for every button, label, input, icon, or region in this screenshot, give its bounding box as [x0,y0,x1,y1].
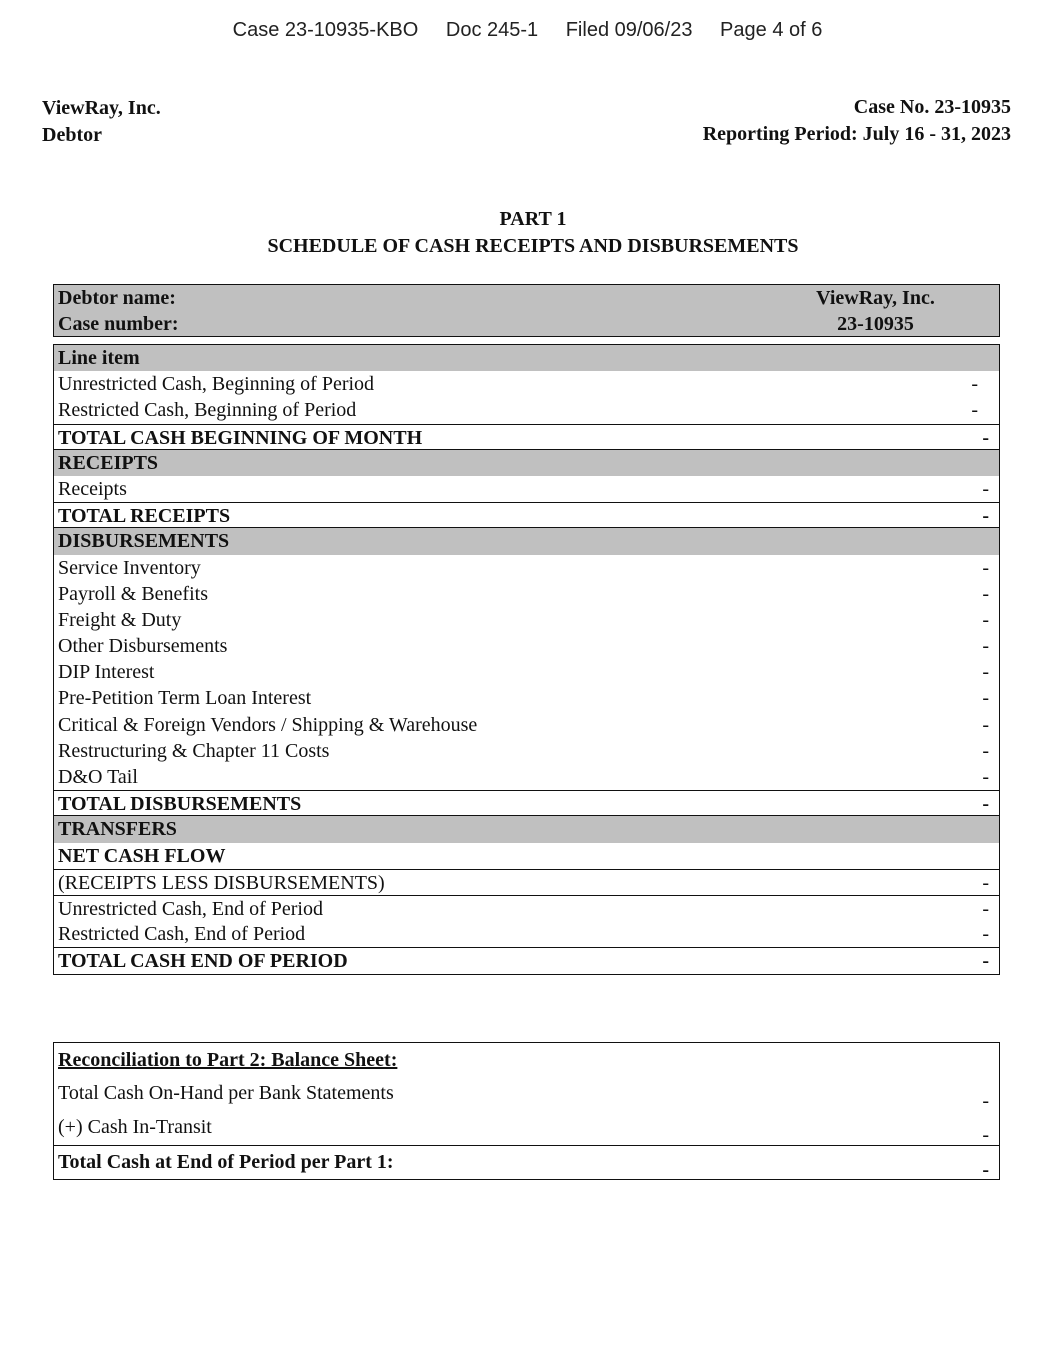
table-row [54,921,999,947]
row-value: - [982,635,989,658]
row-label: Freight & Duty [58,608,182,631]
section-label: NET CASH FLOW [58,844,226,867]
table-row [54,397,999,423]
line-item-header [54,345,999,371]
row-label: Critical & Foreign Vendors / Shipping & Warehouse [58,713,478,736]
debtor-name: ViewRay, Inc. [42,97,161,119]
reconciliation-title: Reconciliation to Part 2: Balance Sheet: [58,1049,398,1071]
part-label: PART 1 [499,208,567,230]
case-no: Case No. 23-10935 [853,96,1011,118]
row-value: - [982,505,989,528]
row-value: - [982,582,989,605]
reconciliation-header [54,1043,999,1077]
row-value: - [982,923,989,946]
row-value: - [982,793,989,816]
table-row [54,581,999,607]
table-row [54,476,999,502]
row-label: Unrestricted Cash, Beginning of Period [58,373,375,396]
debtor-block [42,95,161,149]
table-row [54,764,999,790]
row-label: Receipts [58,477,127,500]
case-number-label: Case number: [58,313,179,335]
page-number-stamp: Page 4 of 6 [720,19,823,41]
table-row [54,555,999,581]
row-value: - [982,1159,989,1181]
line-item-header-label: Line item [58,347,140,369]
row-label: (RECEIPTS LESS DISBURSEMENTS) [58,871,385,894]
row-value: - [982,1124,989,1146]
section-label: TRANSFERS [58,818,177,841]
row-value: - [982,608,989,631]
row-label: DIP Interest [58,661,155,684]
reporting-period: Reporting Period: July 16 - 31, 2023 [702,123,1011,145]
row-value: - [982,713,989,736]
row-value: - [982,661,989,684]
table-row [54,1077,999,1111]
schedule-table [53,344,1000,975]
total-disbursements-row [54,790,999,816]
row-value: - [982,739,989,762]
debtor-info-box [53,284,1000,337]
row-label: Restricted Cash, Beginning of Period [58,399,357,422]
table-row [54,738,999,764]
table-row [54,895,999,921]
case-number-row [58,311,998,337]
row-label: Service Inventory [58,556,201,579]
disbursements-header [54,528,999,554]
row-label: Other Disbursements [58,635,228,658]
debtor-label: Debtor [42,124,102,146]
schedule-title: SCHEDULE OF CASH RECEIPTS AND DISBURSEMENTS [267,235,799,257]
filed-date-stamp: Filed 09/06/23 [565,19,693,41]
row-label: Unrestricted Cash, End of Period [58,897,323,920]
reconciliation-total-row [54,1145,999,1179]
row-value: - [982,687,989,710]
table-row [54,1111,999,1145]
table-row [54,685,999,711]
row-label: Total Cash On-Hand per Bank Statements [58,1082,394,1104]
row-value: - [982,766,989,788]
row-label: (+) Cash In-Transit [58,1116,212,1138]
net-cash-flow-header [54,843,999,869]
row-label: TOTAL CASH END OF PERIOD [58,950,348,973]
row-value: - [982,871,989,894]
total-end-row [54,947,999,973]
receipts-header [54,450,999,476]
row-value: - [982,556,989,579]
row-label: Total Cash at End of Period per Part 1: [58,1151,394,1173]
row-value: - [982,950,989,973]
page-title [0,206,1055,260]
row-value: - [982,426,989,449]
transfers-header [54,816,999,842]
table-row [54,607,999,633]
table-row [54,869,999,895]
row-label: TOTAL CASH BEGINNING OF MONTH [58,426,423,449]
row-label: TOTAL RECEIPTS [58,505,231,528]
row-value: - [982,477,989,500]
total-receipts-row [54,502,999,528]
doc-number-stamp: Doc 245-1 [445,19,539,41]
section-label: RECEIPTS [58,451,159,474]
case-number-stamp: Case 23-10935-KBO [232,19,419,41]
case-block [703,94,1011,148]
row-label: Pre-Petition Term Loan Interest [58,687,312,710]
row-label: Restricted Cash, End of Period [58,923,306,946]
table-row [54,659,999,685]
row-label: D&O Tail [58,766,138,788]
case-number-value: 23-10935 [837,313,914,335]
row-value: - [982,1090,989,1112]
table-row [54,712,999,738]
row-label: TOTAL DISBURSEMENTS [58,793,302,816]
debtor-name-row [58,285,998,311]
table-row [54,633,999,659]
disbursements-list [54,555,999,791]
total-beginning-row [54,424,999,450]
row-label: Restructuring & Chapter 11 Costs [58,739,330,762]
table-row [54,371,999,397]
row-value: - [971,373,978,396]
section-label: DISBURSEMENTS [58,530,230,553]
court-filing-header [0,19,1055,42]
row-label: Payroll & Benefits [58,582,208,605]
debtor-name-label: Debtor name: [58,287,176,309]
reconciliation-table [53,1042,1000,1180]
row-value: - [971,399,978,422]
row-value: - [982,897,989,920]
debtor-name-value: ViewRay, Inc. [816,287,935,309]
